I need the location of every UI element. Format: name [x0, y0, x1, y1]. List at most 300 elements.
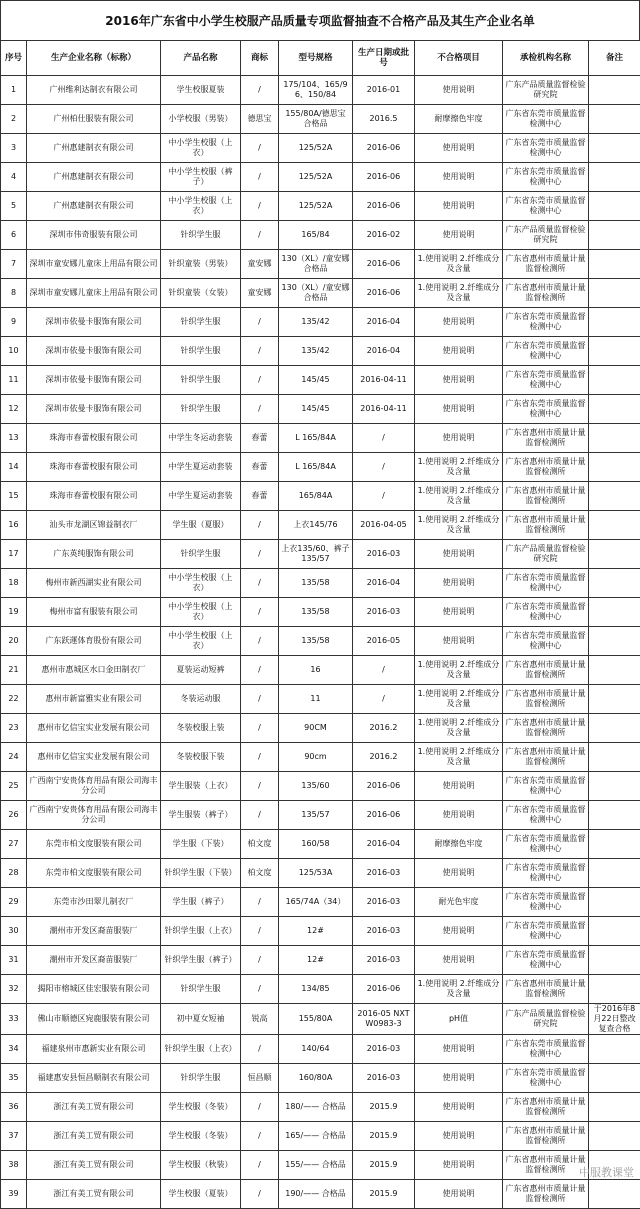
table-cell: / — [241, 163, 279, 192]
table-row — [1, 656, 640, 685]
table-cell: 140/64 — [279, 1035, 353, 1064]
table-cell: 2016-06 — [353, 192, 415, 221]
table-cell: 使用说明 — [415, 308, 503, 337]
table-cell: 广东省惠州市质量计量监督检测所 — [503, 482, 589, 511]
table-cell: 38 — [1, 1151, 27, 1180]
table-cell: 2016-04-05 — [353, 511, 415, 540]
table-cell: 学生校服（秋装） — [161, 1151, 241, 1180]
header-cell: 商标 — [241, 41, 279, 76]
table-cell: 17 — [1, 540, 27, 569]
table-cell: 学生服装（裤子） — [161, 801, 241, 830]
table-cell: 16 — [279, 656, 353, 685]
table-cell: 使用说明 — [415, 1035, 503, 1064]
table-cell: L 165/84A — [279, 453, 353, 482]
table-cell: / — [241, 366, 279, 395]
table-cell: 1.使用说明 2.纤维成分及含量 — [415, 279, 503, 308]
table-cell: 针织学生服（裤子） — [161, 946, 241, 975]
table-cell: 德思宝 — [241, 105, 279, 134]
table-cell — [589, 743, 640, 772]
table-cell: 1 — [1, 76, 27, 105]
table-row — [1, 743, 640, 772]
table-cell: / — [241, 569, 279, 598]
table-cell: 广东省东莞市质量监督检测中心 — [503, 163, 589, 192]
table-cell: 使用说明 — [415, 1180, 503, 1209]
table-cell: 福建泉州市惠新实业有限公司 — [27, 1035, 161, 1064]
table-cell: 惠州市亿信宝实业发展有限公司 — [27, 743, 161, 772]
table-cell: 2016.2 — [353, 714, 415, 743]
table-cell: 135/42 — [279, 308, 353, 337]
table-cell: 广州惠建制衣有限公司 — [27, 163, 161, 192]
table-cell: 恒昌顺 — [241, 1064, 279, 1093]
table-cell: 1.使用说明 2.纤维成分及含量 — [415, 975, 503, 1004]
table-cell: 珠海市春蕾校服有限公司 — [27, 453, 161, 482]
table-body — [1, 76, 640, 1209]
table-cell: 东莞市柏文度服装有限公司 — [27, 830, 161, 859]
table-row — [1, 250, 640, 279]
table-cell: 2016-03 — [353, 917, 415, 946]
table-cell: 1.使用说明 2.纤维成分及含量 — [415, 511, 503, 540]
table-cell: / — [241, 1151, 279, 1180]
table-cell: 22 — [1, 685, 27, 714]
table-cell: 2016-03 — [353, 1035, 415, 1064]
table-cell: 广东省惠州市质量计量监督检测所 — [503, 1151, 589, 1180]
table-cell: 广州惠建制衣有限公司 — [27, 134, 161, 163]
table-cell: / — [241, 134, 279, 163]
table-cell: 2016.5 — [353, 105, 415, 134]
table-cell: / — [241, 221, 279, 250]
table-cell — [589, 424, 640, 453]
table-cell: 1.使用说明 2.纤维成分及含量 — [415, 250, 503, 279]
table-cell: 16 — [1, 511, 27, 540]
table-cell: 1.使用说明 2.纤维成分及含量 — [415, 656, 503, 685]
table-row — [1, 395, 640, 424]
table-cell: 学生服装（上衣） — [161, 772, 241, 801]
table-cell: 使用说明 — [415, 540, 503, 569]
table-cell: 使用说明 — [415, 859, 503, 888]
table-cell: 135/42 — [279, 337, 353, 366]
table-cell: 14 — [1, 453, 27, 482]
table-cell: 学生校服（冬装） — [161, 1093, 241, 1122]
table-cell: 使用说明 — [415, 946, 503, 975]
nonconforming-products-table — [0, 40, 640, 1209]
table-cell: 学生服（夏服） — [161, 511, 241, 540]
table-cell: 11 — [279, 685, 353, 714]
table-cell: 广东省东莞市质量监督检测中心 — [503, 337, 589, 366]
table-row — [1, 1093, 640, 1122]
table-cell: 2016-01 — [353, 76, 415, 105]
table-cell: 广东省东莞市质量监督检测中心 — [503, 772, 589, 801]
table-cell: 24 — [1, 743, 27, 772]
table-cell: 针织学生服（下装） — [161, 859, 241, 888]
table-cell: / — [241, 714, 279, 743]
table-cell: 使用说明 — [415, 627, 503, 656]
table-cell: 使用说明 — [415, 1093, 503, 1122]
table-cell: 广东省惠州市质量计量监督检测所 — [503, 685, 589, 714]
table-row — [1, 1004, 640, 1035]
table-cell: 深圳市童安娜儿童床上用品有限公司 — [27, 279, 161, 308]
table-cell: 使用说明 — [415, 221, 503, 250]
table-cell: / — [241, 946, 279, 975]
table-cell — [589, 888, 640, 917]
table-row — [1, 801, 640, 830]
table-cell: 使用说明 — [415, 134, 503, 163]
table-cell: 针织学生服 — [161, 366, 241, 395]
table-cell: 160/58 — [279, 830, 353, 859]
table-cell: / — [241, 395, 279, 424]
table-cell: 广州柏仕服装有限公司 — [27, 105, 161, 134]
table-cell: 使用说明 — [415, 192, 503, 221]
header-cell: 型号规格 — [279, 41, 353, 76]
table-cell: 广东省东莞市质量监督检测中心 — [503, 598, 589, 627]
table-cell: 2016-06 — [353, 134, 415, 163]
table-row — [1, 946, 640, 975]
table-cell: 3 — [1, 134, 27, 163]
table-cell: 2016-04 — [353, 308, 415, 337]
table-cell: 广东英纯服饰有限公司 — [27, 540, 161, 569]
table-row — [1, 569, 640, 598]
table-cell: 广东省惠州市质量计量监督检测所 — [503, 250, 589, 279]
table-cell: 2016-03 — [353, 1064, 415, 1093]
table-cell — [589, 772, 640, 801]
table-cell: 广东省惠州市质量计量监督检测所 — [503, 424, 589, 453]
table-cell: 1.使用说明 2.纤维成分及含量 — [415, 743, 503, 772]
table-cell: 锐高 — [241, 1004, 279, 1035]
table-cell — [589, 279, 640, 308]
table-row — [1, 975, 640, 1004]
header-cell: 生产企业名称（标称） — [27, 41, 161, 76]
table-cell: 125/52A — [279, 134, 353, 163]
table-cell: 春蕾 — [241, 424, 279, 453]
table-cell: / — [241, 1180, 279, 1209]
table-cell: 惠州市新富雅实业有限公司 — [27, 685, 161, 714]
table-cell: 32 — [1, 975, 27, 1004]
header-cell: 产品名称 — [161, 41, 241, 76]
table-cell: 广东省东莞市质量监督检测中心 — [503, 134, 589, 163]
table-cell: 广东产品质量监督检验研究院 — [503, 1004, 589, 1035]
table-cell — [589, 482, 640, 511]
table-cell — [589, 1064, 640, 1093]
table-row — [1, 1064, 640, 1093]
table-cell: 130（XL）/童安娜 合格品 — [279, 279, 353, 308]
table-cell: 深圳市伟奇服装有限公司 — [27, 221, 161, 250]
table-cell: 29 — [1, 888, 27, 917]
table-cell — [589, 975, 640, 1004]
table-cell: / — [241, 337, 279, 366]
table-cell: 28 — [1, 859, 27, 888]
table-cell: 中小学生校服（裤子） — [161, 163, 241, 192]
table-cell: 深圳市依曼卡服饰有限公司 — [27, 395, 161, 424]
table-cell: 5 — [1, 192, 27, 221]
watermark: 中服教课堂 — [579, 1164, 634, 1180]
table-cell: 135/58 — [279, 627, 353, 656]
table-cell: 175/104、165/96、150/84 — [279, 76, 353, 105]
table-cell: 34 — [1, 1035, 27, 1064]
table-cell: 160/80A — [279, 1064, 353, 1093]
table-cell: 广东省东莞市质量监督检测中心 — [503, 801, 589, 830]
table-cell: 针织学生服 — [161, 975, 241, 1004]
table-cell: / — [241, 192, 279, 221]
table-cell: 东莞市沙田翠儿制衣厂 — [27, 888, 161, 917]
table-cell: 8 — [1, 279, 27, 308]
table-cell: 使用说明 — [415, 569, 503, 598]
table-cell — [589, 1035, 640, 1064]
table-cell: / — [241, 685, 279, 714]
table-cell: / — [353, 685, 415, 714]
header-cell: 承检机构名称 — [503, 41, 589, 76]
table-cell: 2016.2 — [353, 743, 415, 772]
table-cell: 165/84A — [279, 482, 353, 511]
table-cell: 中小学生校服（上衣） — [161, 627, 241, 656]
table-cell: 柏文度 — [241, 830, 279, 859]
table-cell — [589, 1122, 640, 1151]
table-cell: 180/—— 合格品 — [279, 1093, 353, 1122]
table-cell: 12# — [279, 917, 353, 946]
table-cell: 广东省惠州市质量计量监督检测所 — [503, 453, 589, 482]
table-cell — [589, 1180, 640, 1209]
table-cell: 上衣135/60、裤子135/57 — [279, 540, 353, 569]
table-cell: 夏装运动短裤 — [161, 656, 241, 685]
table-cell: 190/—— 合格品 — [279, 1180, 353, 1209]
table-cell: 165/74A（34） — [279, 888, 353, 917]
table-cell: 广东省东莞市质量监督检测中心 — [503, 1064, 589, 1093]
table-row — [1, 366, 640, 395]
table-cell: 27 — [1, 830, 27, 859]
table-cell: 2015.9 — [353, 1093, 415, 1122]
table-cell: 深圳市童安娜儿童床上用品有限公司 — [27, 250, 161, 279]
table-cell: 广东省惠州市质量计量监督检测所 — [503, 1093, 589, 1122]
table-cell: 学生校服（夏装） — [161, 1180, 241, 1209]
table-cell: 18 — [1, 569, 27, 598]
table-cell: 1.使用说明 2.纤维成分及含量 — [415, 685, 503, 714]
table-cell: 31 — [1, 946, 27, 975]
table-cell: / — [241, 1122, 279, 1151]
table-cell: 冬装校服上装 — [161, 714, 241, 743]
table-cell — [589, 366, 640, 395]
table-cell: 广州维利达制衣有限公司 — [27, 76, 161, 105]
table-cell: 2015.9 — [353, 1151, 415, 1180]
table-cell: 使用说明 — [415, 1151, 503, 1180]
table-cell: 1.使用说明 2.纤维成分及含量 — [415, 714, 503, 743]
table-cell: 2016-02 — [353, 221, 415, 250]
table-cell: 春蕾 — [241, 453, 279, 482]
table-cell: 学生服（下装） — [161, 830, 241, 859]
table-cell: 深圳市依曼卡服饰有限公司 — [27, 366, 161, 395]
table-row — [1, 308, 640, 337]
table-row — [1, 917, 640, 946]
table-cell: 针织学生服 — [161, 337, 241, 366]
table-cell: 1.使用说明 2.纤维成分及含量 — [415, 482, 503, 511]
table-cell — [589, 134, 640, 163]
header-cell: 不合格项目 — [415, 41, 503, 76]
table-cell: 广东省东莞市质量监督检测中心 — [503, 308, 589, 337]
table-cell: 35 — [1, 1064, 27, 1093]
table-cell: 2016-04 — [353, 830, 415, 859]
table-cell: 37 — [1, 1122, 27, 1151]
table-cell: / — [241, 888, 279, 917]
table-cell: / — [241, 801, 279, 830]
table-cell: 广东省东莞市质量监督检测中心 — [503, 830, 589, 859]
table-row — [1, 134, 640, 163]
table-cell: 使用说明 — [415, 801, 503, 830]
table-row — [1, 1151, 640, 1180]
document-title: 2016年广东省中小学生校服产品质量专项监督抽查不合格产品及其生产企业名单 — [0, 0, 640, 40]
table-cell: 165/84 — [279, 221, 353, 250]
table-cell: 90CM — [279, 714, 353, 743]
table-cell: 学生服（裤子） — [161, 888, 241, 917]
table-cell: 2016-06 — [353, 975, 415, 1004]
table-cell: 2016-04 — [353, 569, 415, 598]
table-cell: 使用说明 — [415, 598, 503, 627]
table-cell: / — [353, 453, 415, 482]
table-cell: 梅州市新西湖实业有限公司 — [27, 569, 161, 598]
table-cell — [589, 656, 640, 685]
table-cell: 25 — [1, 772, 27, 801]
table-cell: 10 — [1, 337, 27, 366]
table-cell: 童安娜 — [241, 279, 279, 308]
table-cell: 广州惠建制衣有限公司 — [27, 192, 161, 221]
table-cell: 广东省惠州市质量计量监督检测所 — [503, 714, 589, 743]
table-cell — [589, 946, 640, 975]
table-cell: 11 — [1, 366, 27, 395]
table-cell — [589, 917, 640, 946]
table-cell: 针织学生服 — [161, 308, 241, 337]
table-row — [1, 511, 640, 540]
table-cell: 广东省东莞市质量监督检测中心 — [503, 1035, 589, 1064]
table-cell: 于2016年8月22日整改复查合格 — [589, 1004, 640, 1035]
table-cell: / — [353, 482, 415, 511]
table-cell: 2016-04 — [353, 337, 415, 366]
table-cell — [589, 221, 640, 250]
table-cell: 145/45 — [279, 366, 353, 395]
table-cell — [589, 76, 640, 105]
table-cell: 中小学生校服（上衣） — [161, 569, 241, 598]
table-cell: 2016-05 — [353, 627, 415, 656]
table-cell: 广东产品质量监督检验研究院 — [503, 76, 589, 105]
table-header-row — [1, 41, 640, 76]
table-cell — [589, 250, 640, 279]
table-cell: / — [241, 76, 279, 105]
table-cell: 梅州市富有服装有限公司 — [27, 598, 161, 627]
table-cell: 广东省惠州市质量计量监督检测所 — [503, 656, 589, 685]
table-cell: 浙江有美工贸有限公司 — [27, 1180, 161, 1209]
table-cell: 广东省东莞市质量监督检测中心 — [503, 105, 589, 134]
table-cell — [589, 395, 640, 424]
table-cell: 珠海市春蕾校服有限公司 — [27, 424, 161, 453]
table-cell: / — [241, 598, 279, 627]
table-cell: 使用说明 — [415, 395, 503, 424]
table-cell: 初中夏女短袖 — [161, 1004, 241, 1035]
table-cell: / — [241, 1035, 279, 1064]
table-cell: 2016-04-11 — [353, 366, 415, 395]
table-cell: 福建惠安县恒昌顺制衣有限公司 — [27, 1064, 161, 1093]
table-cell: 使用说明 — [415, 917, 503, 946]
table-cell: / — [241, 511, 279, 540]
table-cell: 广东省东莞市质量监督检测中心 — [503, 917, 589, 946]
table-cell: 中学生夏运动套装 — [161, 482, 241, 511]
table-cell: 针织童装（男装） — [161, 250, 241, 279]
table-row — [1, 424, 640, 453]
table-cell: 中小学生校服（上衣） — [161, 134, 241, 163]
table-cell: 学生校服夏装 — [161, 76, 241, 105]
table-cell: 21 — [1, 656, 27, 685]
table-cell: 春蕾 — [241, 482, 279, 511]
table-row — [1, 337, 640, 366]
table-cell: / — [241, 308, 279, 337]
table-cell: / — [241, 743, 279, 772]
table-cell: 135/58 — [279, 569, 353, 598]
table-cell — [589, 685, 640, 714]
table-cell: 2016-03 — [353, 859, 415, 888]
table-cell: 针织童装（女装） — [161, 279, 241, 308]
table-cell: 9 — [1, 308, 27, 337]
table-cell: 浙江有美工贸有限公司 — [27, 1151, 161, 1180]
table-cell: 珠海市春蕾校服有限公司 — [27, 482, 161, 511]
table-cell: 2016-06 — [353, 163, 415, 192]
table-cell: 潮州市开发区裔苗服装厂 — [27, 946, 161, 975]
table-row — [1, 859, 640, 888]
table-cell: 广西南宁安贵体育用品有限公司海丰分公司 — [27, 801, 161, 830]
table-row — [1, 888, 640, 917]
header-cell: 备注 — [589, 41, 640, 76]
table-cell: 针织学生服 — [161, 395, 241, 424]
table-cell — [589, 308, 640, 337]
table-cell: 2016-05 NXTW0983-3 — [353, 1004, 415, 1035]
table-cell: 2016-03 — [353, 888, 415, 917]
table-cell: / — [353, 424, 415, 453]
table-cell — [589, 598, 640, 627]
table-cell: 2016-06 — [353, 279, 415, 308]
table-cell: 广东省东莞市质量监督检测中心 — [503, 569, 589, 598]
table-cell: 30 — [1, 917, 27, 946]
table-cell: 使用说明 — [415, 337, 503, 366]
table-cell: 广东省东莞市质量监督检测中心 — [503, 888, 589, 917]
table-cell — [589, 540, 640, 569]
table-cell: 130（XL）/童安娜 合格品 — [279, 250, 353, 279]
table-cell: 惠州市惠城区水口金田制衣厂 — [27, 656, 161, 685]
table-cell: 中小学生校服（上衣） — [161, 192, 241, 221]
table-cell: 使用说明 — [415, 163, 503, 192]
table-cell: 4 — [1, 163, 27, 192]
table-cell: 134/85 — [279, 975, 353, 1004]
table-cell: 155/80A/德思宝 合格品 — [279, 105, 353, 134]
table-cell: 小学校服（男装） — [161, 105, 241, 134]
header-cell: 生产日期或批号 — [353, 41, 415, 76]
table-cell: 135/58 — [279, 598, 353, 627]
table-cell: 汕头市龙湖区锦益制衣厂 — [27, 511, 161, 540]
table-cell: 深圳市依曼卡服饰有限公司 — [27, 308, 161, 337]
table-cell: 2015.9 — [353, 1180, 415, 1209]
table-cell: 浙江有美工贸有限公司 — [27, 1122, 161, 1151]
table-cell: 155/80A — [279, 1004, 353, 1035]
table-cell: 12 — [1, 395, 27, 424]
table-cell: 12# — [279, 946, 353, 975]
table-cell: 广东省惠州市质量计量监督检测所 — [503, 975, 589, 1004]
table-cell: 2016-03 — [353, 598, 415, 627]
table-cell: 广东省惠州市质量计量监督检测所 — [503, 1122, 589, 1151]
table-cell: 使用说明 — [415, 772, 503, 801]
table-cell: 广东省惠州市质量计量监督检测所 — [503, 743, 589, 772]
table-cell: 2 — [1, 105, 27, 134]
table-cell: 广东省东莞市质量监督检测中心 — [503, 192, 589, 221]
table-row — [1, 685, 640, 714]
table-row — [1, 714, 640, 743]
table-cell: 19 — [1, 598, 27, 627]
table-cell: / — [353, 656, 415, 685]
table-cell: 90cm — [279, 743, 353, 772]
table-cell: 2016-04-11 — [353, 395, 415, 424]
table-cell: 2016-03 — [353, 540, 415, 569]
table-cell: 学生校服（冬装） — [161, 1122, 241, 1151]
